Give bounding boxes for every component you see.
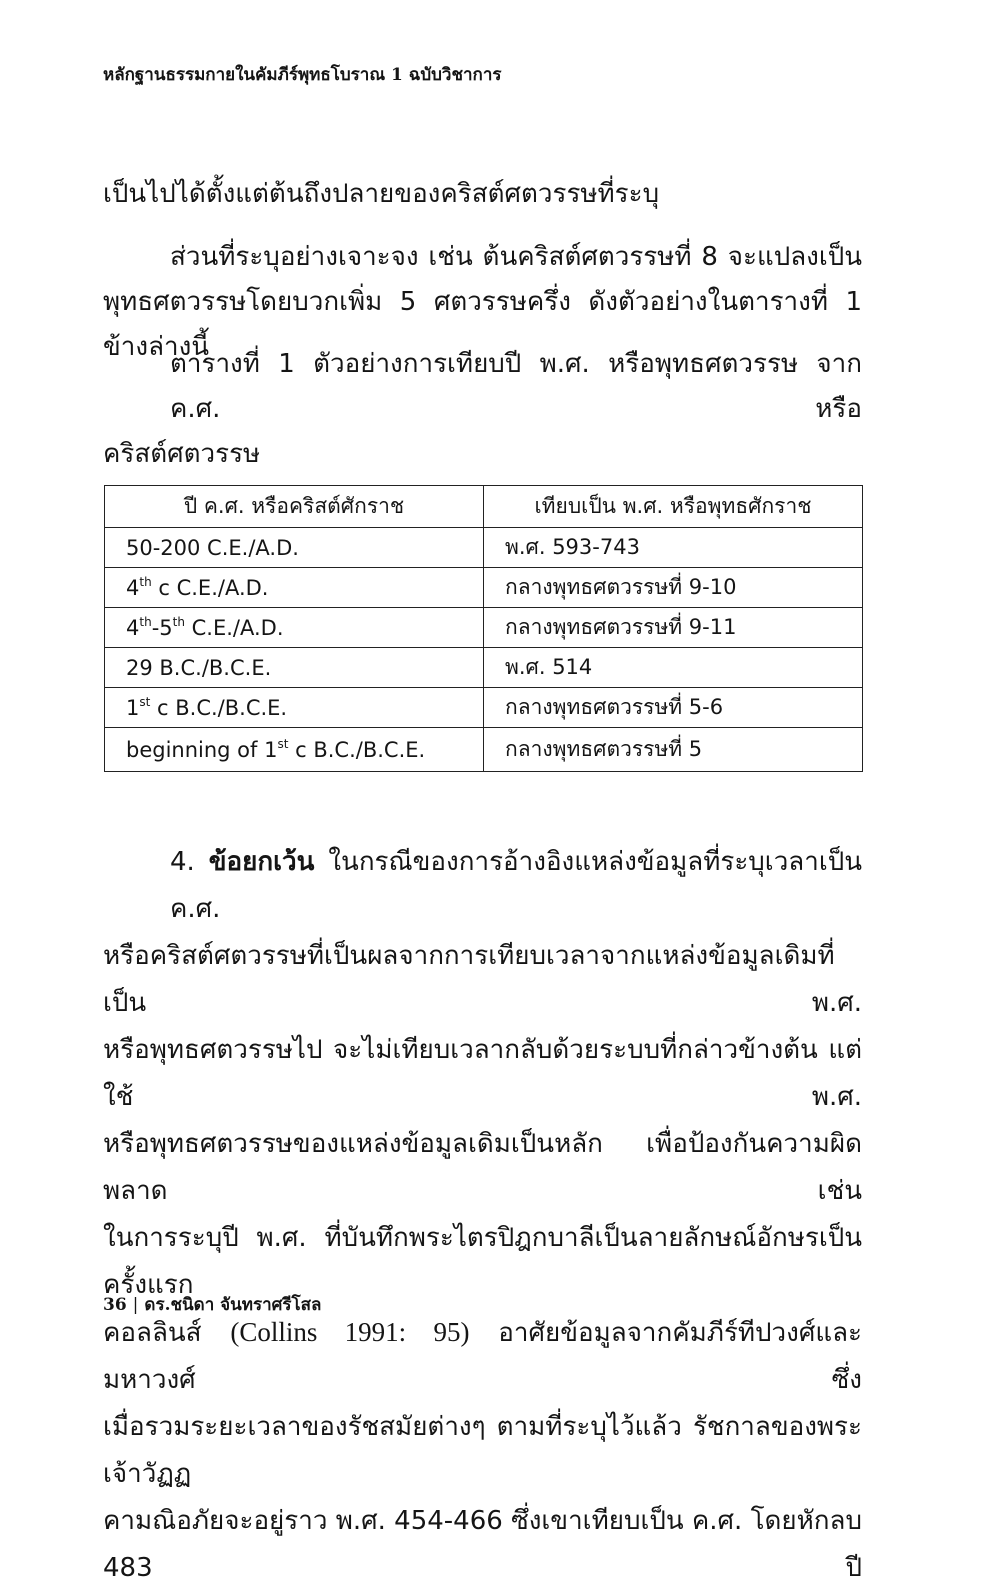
table-header-row	[105, 486, 863, 528]
table-row	[105, 728, 863, 772]
section-term: ข้อยกเว้น	[208, 847, 315, 877]
section-4-paragraph	[103, 839, 862, 1592]
ce-text: 1	[126, 695, 140, 720]
table-row	[105, 608, 863, 648]
ordinal-suffix: st	[277, 736, 289, 751]
body-line: หรือพุทธศตวรรษของแหล่งข้อมูลเดิมเป็นหลัก เพื่อป้องกันความผิดพลาด เช่น	[103, 1129, 862, 1206]
year-comparison-table	[104, 485, 863, 772]
table-row	[105, 528, 863, 568]
section-number: 4.	[170, 847, 195, 877]
be-cell: พ.ศ. 593-743	[484, 528, 863, 568]
ce-text: 29 B.C./B.C.E.	[126, 655, 272, 680]
continuation-paragraph	[103, 172, 862, 217]
caption-line: ตารางที่ 1 ตัวอย่างการเทียบปี พ.ศ. หรือพุทธศตวรรษ จาก ค.ศ. หรือ	[170, 349, 862, 424]
body-line: เมื่อรวมระยะเวลาของรัชสมัยต่างๆ ตามที่ระบุไว้แล้ว รัชกาลของพระเจ้าวัฏฏ	[103, 1412, 862, 1489]
body-line	[103, 839, 862, 933]
ce-text: 4	[126, 615, 140, 640]
ce-text: -5	[151, 615, 173, 640]
page-number: 36	[103, 1295, 127, 1315]
body-line: พุทธศตวรรษโดยบวกเพิ่ม 5 ศตวรรษครึ่ง ดังตัวอย่างในตารางที่ 1 ข้างล่างนี้	[103, 287, 862, 362]
table-row	[105, 688, 863, 728]
be-cell: กลางพุทธศตวรรษที่ 5-6	[484, 688, 863, 728]
ordinal-suffix: th	[139, 614, 152, 629]
body-line: หรือคริสต์ศตวรรษที่เป็นผลจากการเทียบเวลาจากแหล่งข้อมูลเดิมที่เป็น พ.ศ.	[103, 941, 862, 1018]
body-line: คามณิอภัยจะอยู่ราว พ.ศ. 454-466 ซึ่งเขาเทียบเป็น ค.ศ. โดยหักลบ 483 ปี	[103, 1506, 862, 1583]
body-line: เป็นไปได้ตั้งแต่ต้นถึงปลายของคริสต์ศตวรรษที่ระบุ	[103, 179, 660, 209]
ordinal-suffix: th	[172, 614, 185, 629]
body-line: หรือพุทธศตวรรษไป จะไม่เทียบเวลากลับด้วยระบบที่กล่าวข้างต้น แต่ใช้ พ.ศ.	[103, 1035, 862, 1112]
ce-text: c B.C./B.C.E.	[150, 695, 288, 720]
body-text: คอลลินส์	[103, 1318, 202, 1348]
header-be-year: เทียบเป็น พ.ศ. หรือพุทธศักราช	[484, 486, 863, 528]
author-name: ดร.ชนิดา จันทราศรีโสล	[144, 1295, 322, 1315]
ce-cell	[105, 568, 484, 608]
table-row	[105, 568, 863, 608]
body-line: ในการระบุปี พ.ศ. ที่บันทึกพระไตรปิฎกบาลีเป็นลายลักษณ์อักษรเป็นครั้งแรก	[103, 1223, 862, 1300]
ce-cell	[105, 608, 484, 648]
ce-cell	[105, 528, 484, 568]
ce-text: c B.C./B.C.E.	[288, 737, 426, 762]
page-footer	[103, 1292, 321, 1318]
header-ce-year: ปี ค.ศ. หรือคริสต์ศักราช	[105, 486, 484, 528]
ce-text: beginning of 1	[126, 737, 278, 762]
ce-cell	[105, 728, 484, 772]
ce-cell	[105, 688, 484, 728]
caption-line: คริสต์ศตวรรษ	[103, 439, 261, 469]
be-cell: กลางพุทธศตวรรษที่ 5	[484, 728, 863, 772]
be-cell: กลางพุทธศตวรรษที่ 9-11	[484, 608, 863, 648]
ce-text: c C.E./A.D.	[151, 575, 269, 600]
citation: (Collins 1991: 95)	[230, 1317, 470, 1347]
running-header: หลักฐานธรรมกายในคัมภีร์พุทธโบราณ 1 ฉบับวิชาการ	[103, 65, 502, 85]
ordinal-suffix: st	[139, 694, 151, 709]
ce-text: 50-200 C.E./A.D.	[126, 535, 299, 560]
table-caption	[103, 342, 862, 477]
body-line: ส่วนที่ระบุอย่างเจาะจง เช่น ต้นคริสต์ศตวรรษที่ 8 จะแปลงเป็น	[170, 242, 862, 272]
be-cell: พ.ศ. 514	[484, 648, 863, 688]
body-text: ในกรณีของการอ้างอิงแหล่งข้อมูลที่ระบุเวลาเป็น ค.ศ.	[170, 847, 862, 924]
ce-text: C.E./A.D.	[184, 615, 284, 640]
body-line	[103, 1309, 862, 1404]
ordinal-suffix: th	[139, 574, 152, 589]
body-text: อาศัยข้อมูลจากคัมภีร์ทีปวงศ์และมหาวงศ์ ซึ่ง	[103, 1318, 863, 1395]
be-cell: กลางพุทธศตวรรษที่ 9-10	[484, 568, 863, 608]
footer-separator: |	[132, 1295, 139, 1315]
ce-cell	[105, 648, 484, 688]
ce-text: 4	[126, 575, 140, 600]
table-row	[105, 648, 863, 688]
